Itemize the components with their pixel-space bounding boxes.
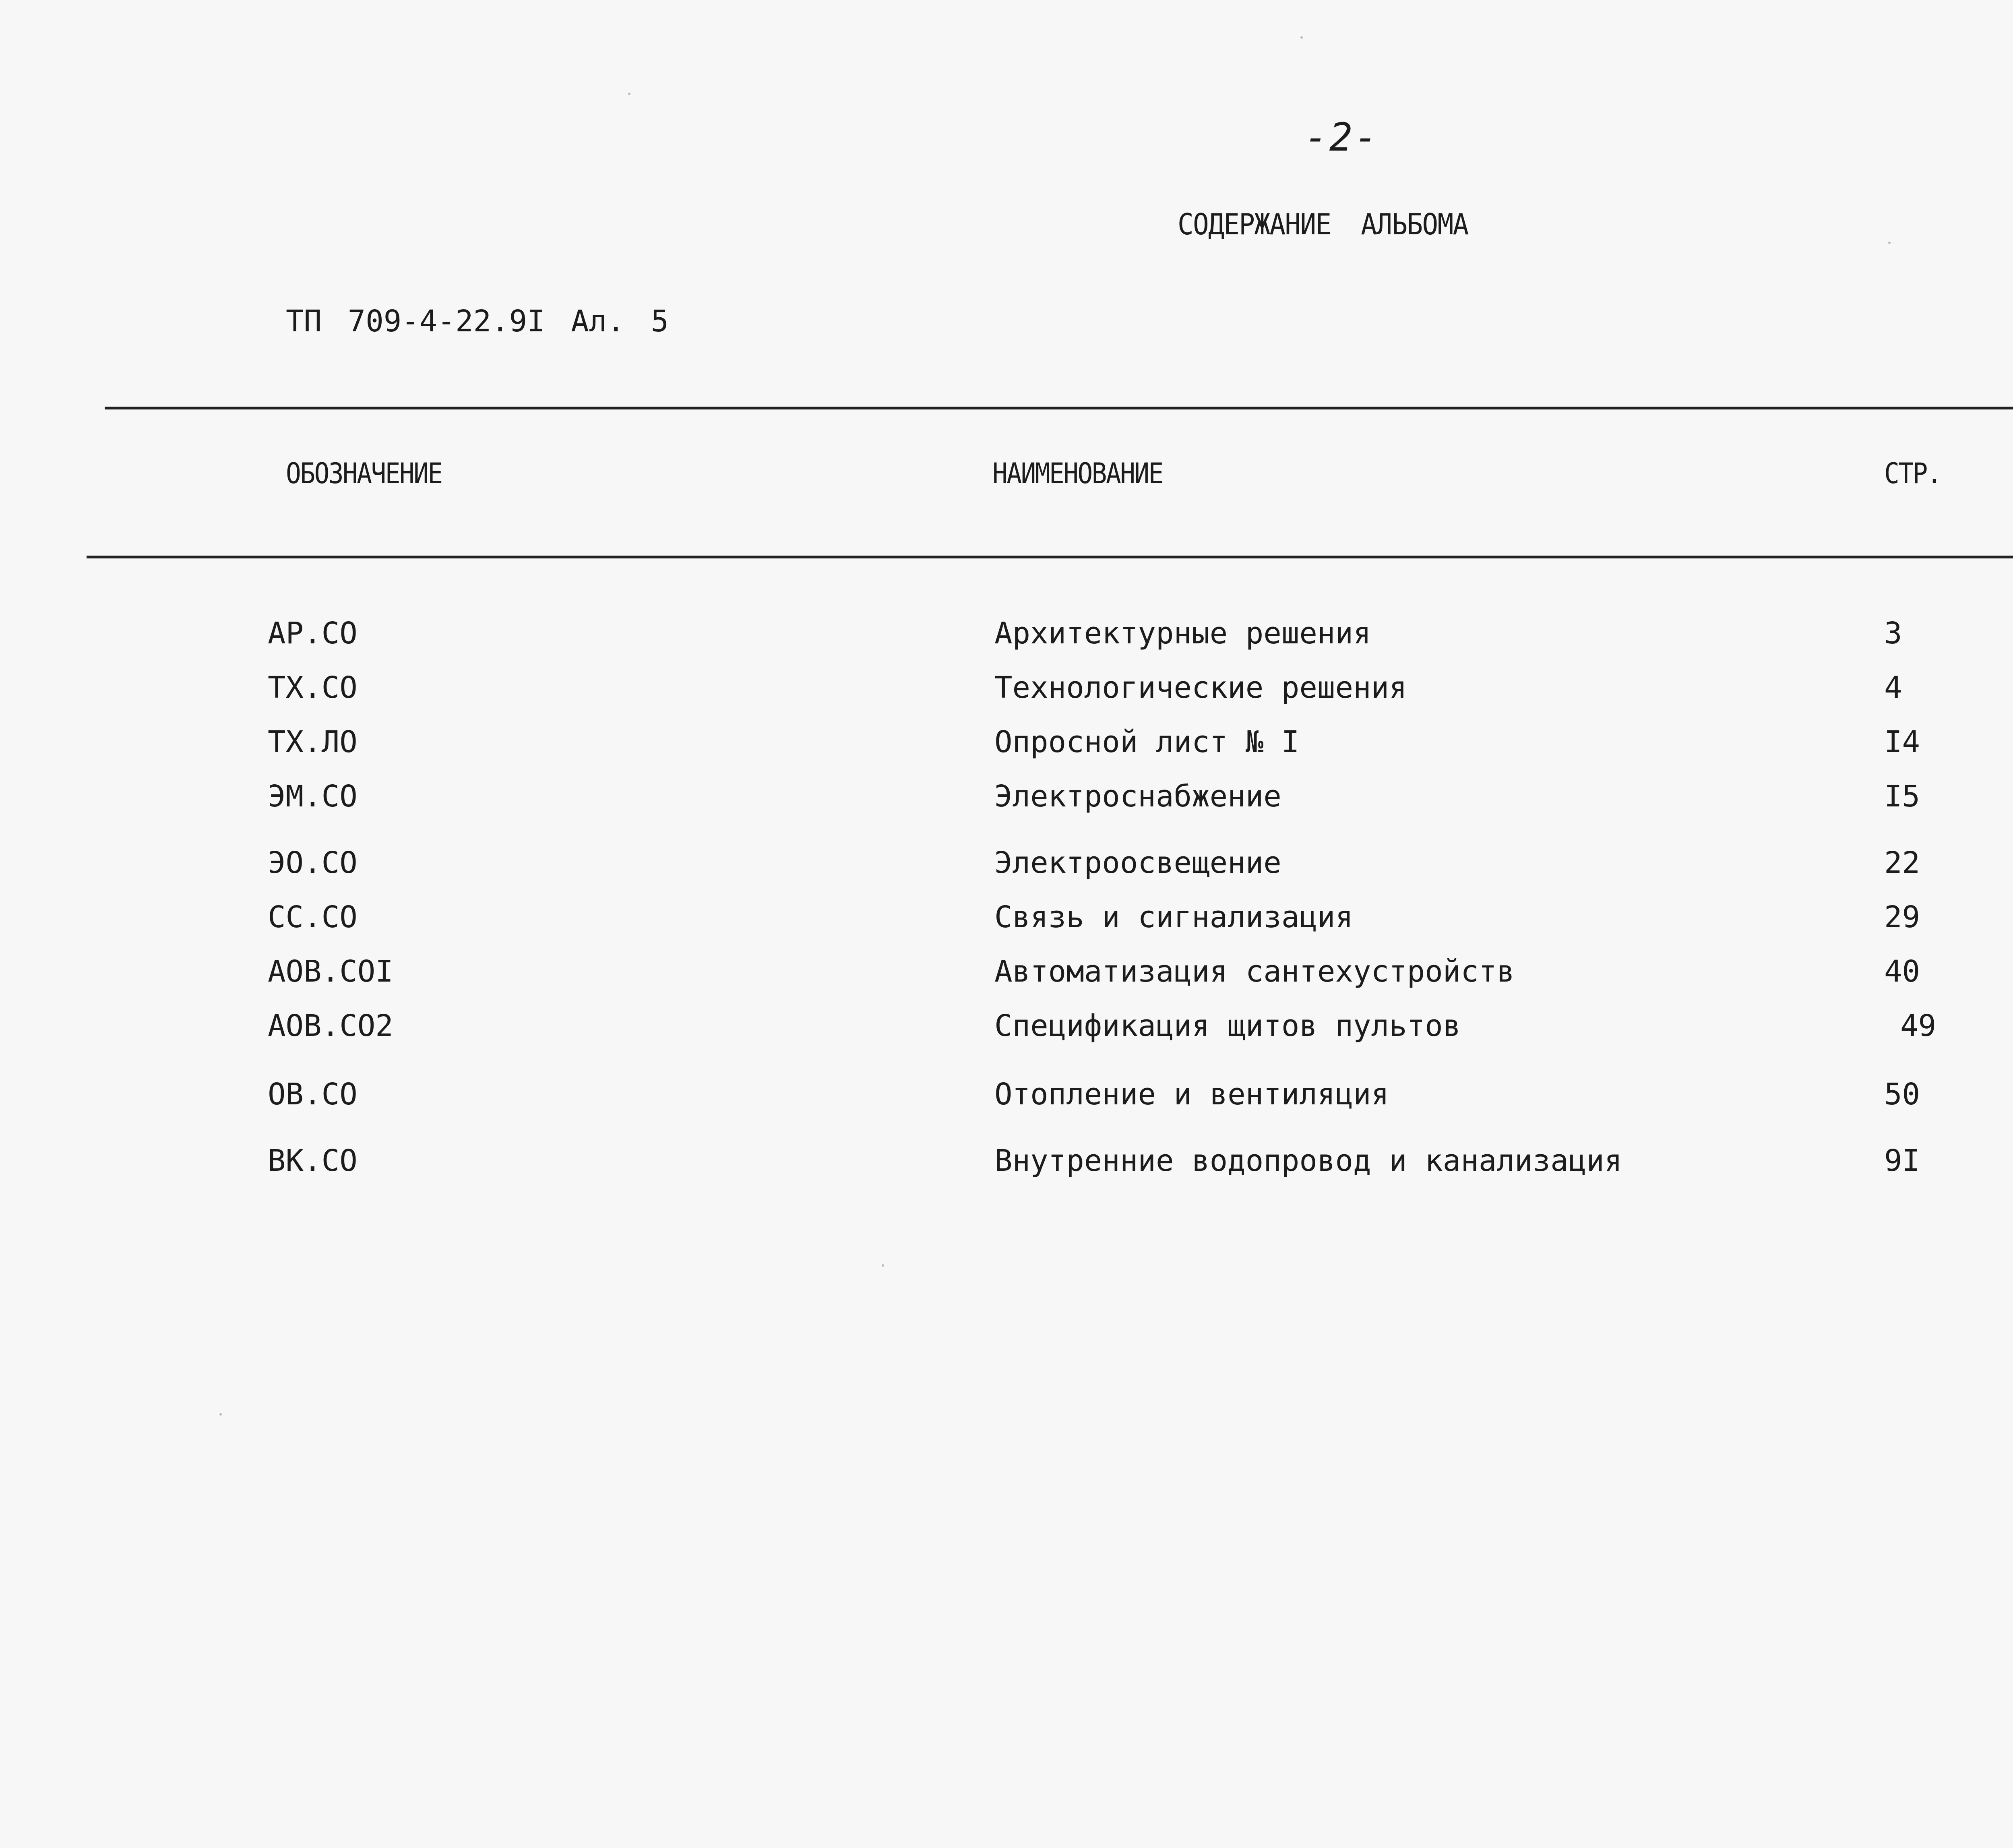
row-code: АОВ.СО2 — [268, 1009, 393, 1043]
row-name: Опросной лист № I — [994, 725, 1300, 759]
row-page: 9I — [1884, 1143, 1920, 1178]
row-name: Связь и сигнализация — [994, 900, 1354, 934]
row-name: Архитектурные решения — [994, 616, 1371, 651]
row-code: АР.СО — [268, 616, 358, 651]
page-number: -2- — [1304, 115, 1379, 160]
row-name: Спецификация щитов пультов — [994, 1009, 1461, 1043]
row-page: 4 — [1884, 670, 1902, 705]
row-page: 22 — [1884, 845, 1920, 880]
row-page: I4 — [1884, 725, 1920, 759]
column-header-name: НАИМЕНОВАНИЕ — [992, 457, 1163, 490]
row-code: ВК.СО — [268, 1143, 358, 1178]
scan-speck — [882, 1264, 884, 1267]
row-name: Внутренние водопровод и канализация — [994, 1143, 1622, 1178]
scan-speck — [1300, 36, 1303, 39]
row-page: 50 — [1884, 1077, 1920, 1112]
row-name: Технологические решения — [994, 670, 1407, 705]
row-page: 40 — [1884, 954, 1920, 989]
column-header-page: СТР. — [1884, 457, 1941, 490]
row-name: Отопление и вентиляция — [994, 1077, 1389, 1112]
table-header-rule — [87, 556, 2013, 558]
row-page: 29 — [1884, 900, 1920, 934]
row-name: Электроснабжение — [994, 779, 1281, 814]
row-name: Автоматизация сантехустройств — [994, 954, 1515, 989]
row-name: Электроосвещение — [994, 845, 1281, 880]
scan-speck — [1888, 242, 1891, 244]
row-code: АОВ.СОI — [268, 954, 393, 989]
scan-speck — [219, 1413, 222, 1416]
row-code: ЭО.СО — [268, 845, 358, 880]
row-page: 49 — [1900, 1009, 1937, 1043]
row-code: СС.СО — [268, 900, 358, 934]
document-reference: ТП 709-4-22.9I Ал. 5 — [286, 304, 669, 339]
row-code: ТХ.СО — [268, 670, 358, 705]
page-title: СОДЕРЖАНИЕ АЛЬБОМА — [1178, 207, 1468, 241]
column-header-code: ОБОЗНАЧЕНИЕ — [286, 457, 442, 490]
row-page: 3 — [1884, 616, 1902, 651]
row-code: ОВ.СО — [268, 1077, 358, 1112]
row-code: ТХ.ЛО — [268, 725, 358, 759]
scan-speck — [628, 93, 630, 95]
table-top-rule-left — [105, 407, 2013, 409]
row-page: I5 — [1884, 779, 1920, 814]
row-code: ЭМ.СО — [268, 779, 358, 814]
